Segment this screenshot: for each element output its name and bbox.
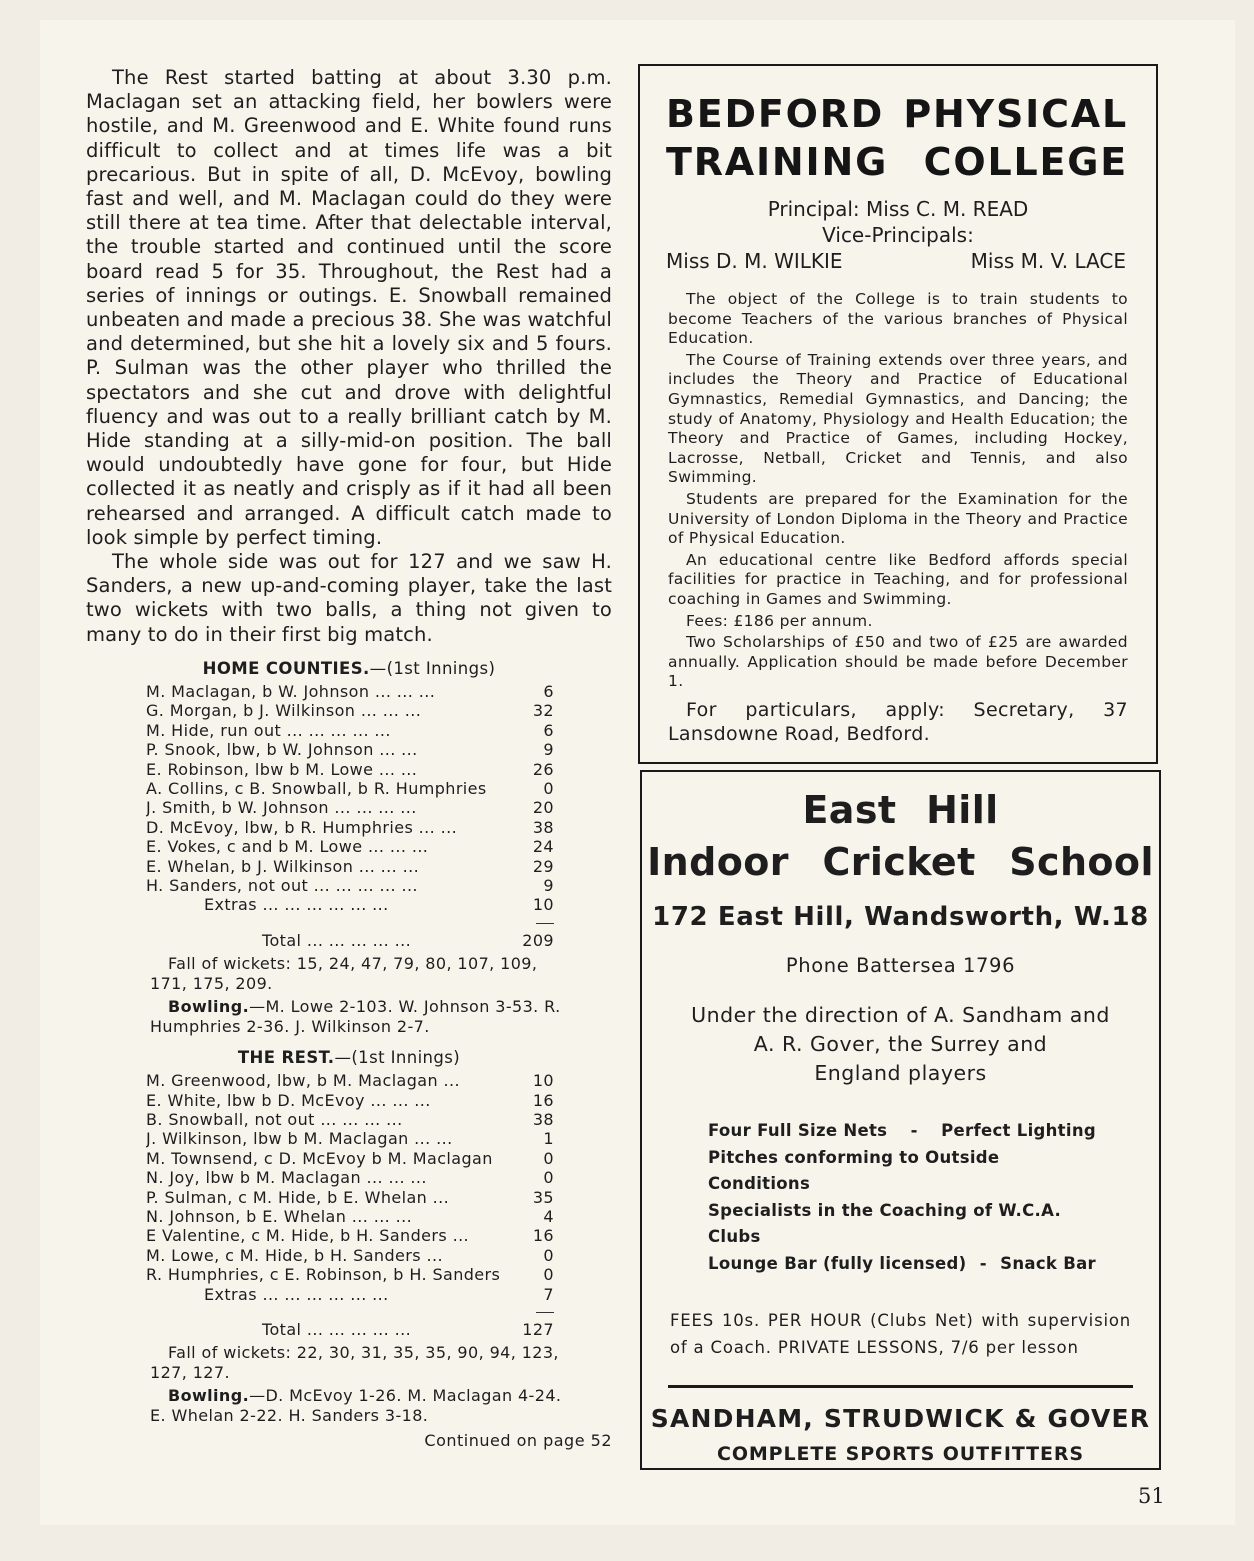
runs: 4 <box>543 1207 554 1226</box>
home-bowling: Bowling.—M. Lowe 2-103. W. Johnson 3-53. R. Humphries 2-36. J. Wilkinson 2-7. <box>150 997 561 1036</box>
runs: 7 <box>543 1284 554 1304</box>
scorecard-row <box>146 1188 554 1207</box>
the-rest-scorecard <box>146 1071 554 1339</box>
batter-entry: H. Sanders, not out ... ... ... ... ... <box>146 875 418 895</box>
scorecard-row <box>146 1226 554 1245</box>
vice-principal-2: Miss M. V. LACE <box>970 249 1126 273</box>
east-hill-direction: Under the direction of A. Sandham and A. R. Gover, the Surrey and England players <box>691 1003 1110 1085</box>
match-report-column <box>86 66 612 1450</box>
runs: 1 <box>543 1129 554 1149</box>
runs: 0 <box>543 1245 554 1265</box>
bedford-college-advert <box>638 64 1158 764</box>
report-paragraph-2: The whole side was out for 127 and we saw H. Sanders, a new up-and-coming player, take the last two wickets with two balls, a thing not given to many to do in their first big match. <box>86 550 612 646</box>
scorecard-row <box>146 1110 554 1129</box>
batter-entry: G. Morgan, b J. Wilkinson ... ... ... <box>146 701 422 721</box>
batter-entry: E. Vokes, c and b M. Lowe ... ... ... <box>146 837 429 857</box>
runs: 10 <box>532 895 554 915</box>
scorecard-row <box>146 876 554 895</box>
runs: 35 <box>532 1187 554 1207</box>
scorecard-row <box>146 1265 554 1284</box>
batter-entry: E. Robinson, lbw b M. Lowe ... ... <box>146 759 418 779</box>
college-apply: For particulars, apply: Secretary, 37 Lansdowne Road, Bedford. <box>668 698 1128 745</box>
total-rule <box>536 923 554 924</box>
scorecard-row <box>146 837 554 856</box>
batter-entry: E. White, lbw b D. McEvoy ... ... ... <box>146 1090 431 1110</box>
east-hill-features: Four Full Size Nets - Perfect Lighting Pitches conforming to Outside Conditions Specialists in the Coaching of W.C.A. Clubs Lounge Bar (fully licensed) - Snack Bar <box>708 1121 1096 1273</box>
batter-entry: E Valentine, c M. Hide, b H. Sanders ... <box>146 1226 470 1246</box>
scorecard-row <box>146 760 554 779</box>
east-hill-title: East Hill Indoor Cricket School <box>647 788 1154 884</box>
runs: 127 <box>522 1320 554 1340</box>
batter-entry: M. Hide, run out ... ... ... ... ... <box>146 720 391 740</box>
batter-entry: J. Wilkinson, lbw b M. Maclagan ... ... <box>146 1129 453 1149</box>
batter-entry: N. Joy, lbw b M. Maclagan ... ... ... <box>146 1168 427 1188</box>
batter-entry: Extras ... ... ... ... ... ... <box>204 1284 389 1304</box>
east-hill-phone: Phone Battersea 1796 <box>785 954 1016 977</box>
total-rule <box>536 1312 554 1313</box>
runs: 0 <box>543 1265 554 1285</box>
east-hill-advert <box>640 770 1161 1470</box>
batter-entry: Total ... ... ... ... ... <box>262 930 412 950</box>
runs: 9 <box>543 740 554 760</box>
the-rest-heading: THE REST.—(1st Innings) <box>237 1048 461 1068</box>
runs: 29 <box>532 856 554 876</box>
batter-entry: M. Lowe, c M. Hide, b H. Sanders ... <box>146 1245 443 1265</box>
college-scholarships: Two Scholarships of £50 and two of £25 are awarded annually. Application should be made before December 1. <box>668 633 1128 691</box>
total-row <box>146 931 554 950</box>
runs: 6 <box>543 720 554 740</box>
east-hill-fees: FEES 10s. PER HOUR (Clubs Net) with supervision of a Coach. PRIVATE LESSONS, 7/6 per lesson <box>670 1311 1131 1357</box>
batter-entry: J. Smith, b W. Johnson ... ... ... ... <box>146 798 417 818</box>
runs: 209 <box>522 930 554 950</box>
extras-row <box>146 895 554 914</box>
runs: 32 <box>532 701 554 721</box>
runs: 0 <box>543 1148 554 1168</box>
college-paragraph: The object of the College is to train students to become Teachers of the various branches of Physical Education. <box>668 290 1128 348</box>
college-paragraph: Students are prepared for the Examination for the University of London Diploma in the Theory and Practice of Physical Education. <box>668 489 1128 548</box>
scorecard-row <box>146 1071 554 1090</box>
home-counties-heading: HOME COUNTIES.—(1st Innings) <box>202 658 496 678</box>
batter-entry: Total ... ... ... ... ... <box>262 1320 412 1340</box>
batter-entry: B. Snowball, not out ... ... ... ... <box>146 1109 403 1129</box>
vice-principals-heading: Vice-Principals: <box>822 223 974 247</box>
runs: 16 <box>532 1226 554 1246</box>
batter-entry: E. Whelan, b J. Wilkinson ... ... ... <box>146 856 420 876</box>
college-paragraph: An educational centre like Bedford affords special facilities for practice in Teaching, and for professional coaching in Games and Swimming. <box>668 550 1128 608</box>
runs: 0 <box>543 778 554 798</box>
runs: 9 <box>543 875 554 895</box>
scorecard-row <box>146 740 554 759</box>
scorecard-row <box>146 818 554 837</box>
batter-entry: M. Greenwood, lbw, b M. Maclagan ... <box>146 1071 461 1091</box>
runs: 16 <box>532 1090 554 1110</box>
batter-entry: M. Maclagan, b W. Johnson ... ... ... <box>146 681 436 701</box>
vice-principal-1: Miss D. M. WILKIE <box>666 249 843 273</box>
college-paragraph: The Course of Training extends over three years, and includes the Theory and Practice of Educational Gymnastics, Remedial Gymnastics, and Dancing; the study of Anatomy, Physiology and Health Education; the Theory and Practice of Games, including Hockey, Lacrosse, Netball, Cricket and Tennis, and also Swimming. <box>668 350 1128 487</box>
bedford-title: BEDFORD PHYSICAL TRAINING COLLEGE <box>666 92 1128 184</box>
scorecard-row <box>146 1207 554 1226</box>
scorecard-row <box>146 779 554 798</box>
college-staff <box>640 196 1156 274</box>
runs: 38 <box>532 817 554 837</box>
scorecard-row <box>146 682 554 701</box>
scorecard-row <box>146 721 554 740</box>
scorecard-row <box>146 1168 554 1187</box>
extras-row <box>146 1285 554 1304</box>
runs: 10 <box>532 1071 554 1091</box>
rest-bowling: Bowling.—D. McEvoy 1-26. M. Maclagan 4-24. E. Whelan 2-22. H. Sanders 3-18. <box>150 1386 562 1425</box>
scorecard-row <box>146 1091 554 1110</box>
batter-entry: Extras ... ... ... ... ... ... <box>204 895 389 915</box>
rest-fall-of-wickets: Fall of wickets: 22, 30, 31, 35, 35, 90, 94, 123, 127, 127. <box>150 1343 559 1382</box>
batter-entry: M. Townsend, c D. McEvoy b M. Maclagan <box>146 1148 493 1168</box>
runs: 20 <box>532 798 554 818</box>
home-fall-of-wickets: Fall of wickets: 15, 24, 47, 79, 80, 107, 109, 171, 175, 209. <box>150 954 538 993</box>
runs: 24 <box>532 837 554 857</box>
scorecard-row <box>146 1246 554 1265</box>
runs: 6 <box>543 681 554 701</box>
batter-entry: A. Collins, c B. Snowball, b R. Humphries <box>146 778 487 798</box>
page-number: 51 <box>1138 1484 1165 1508</box>
scorecard-row <box>146 857 554 876</box>
report-paragraph-1: The Rest started batting at about 3.30 p.m. Maclagan set an attacking field, her bowlers were hostile, and M. Greenwood and E. White found runs difficult to collect and at times life was a bit precarious. But in spite of all, D. McEvoy, bowling fast and well, and M. Maclagan could do they were still there at tea time. After that delectable interval, the trouble started and continued until the score board read 5 for 35. Throughout, the Rest had a series of innings or outings. E. Snowball remained unbeaten and made a precious 38. She was watchful and determined, but she hit a lovely six and 5 fours. P. Sulman was the other player who thrilled the spectators and she cut and drove with delightful fluency and was out to a really brilliant catch by M. Hide standing at a silly-mid-on position. The ball would undoubtedly have gone for four, but Hide collected it as neatly and crisply as if it had all been rehearsed and arranged. A difficult catch made to look simple by perfect timing. <box>86 66 612 549</box>
batter-entry: D. McEvoy, lbw, b R. Humphries ... ... <box>146 817 458 837</box>
scorecard-row <box>146 1149 554 1168</box>
scorecard-row <box>146 701 554 720</box>
batter-entry: P. Sulman, c M. Hide, b E. Whelan ... <box>146 1187 450 1207</box>
runs: 0 <box>543 1168 554 1188</box>
divider <box>668 1385 1133 1388</box>
batter-entry: P. Snook, lbw, b W. Johnson ... ... <box>146 740 418 760</box>
principal: Principal: Miss C. M. READ <box>767 197 1029 221</box>
college-description <box>668 290 1128 746</box>
batter-entry: R. Humphries, c E. Robinson, b H. Sanders <box>146 1265 501 1285</box>
firm-name: SANDHAM, STRUDWICK & GOVER <box>650 1404 1151 1433</box>
east-hill-address: 172 East Hill, Wandsworth, W.18 <box>652 902 1149 932</box>
runs: 26 <box>532 759 554 779</box>
runs: 38 <box>532 1109 554 1129</box>
total-row <box>146 1320 554 1339</box>
firm-tagline: COMPLETE SPORTS OUTFITTERS <box>716 1443 1084 1465</box>
scorecard-row <box>146 1129 554 1148</box>
continued-note: Continued on page 52 <box>424 1431 612 1451</box>
batter-entry: N. Johnson, b E. Whelan ... ... ... <box>146 1207 413 1226</box>
scorecard-row <box>146 798 554 817</box>
college-fees: Fees: £186 per annum. <box>686 611 873 630</box>
home-counties-scorecard <box>146 682 554 950</box>
